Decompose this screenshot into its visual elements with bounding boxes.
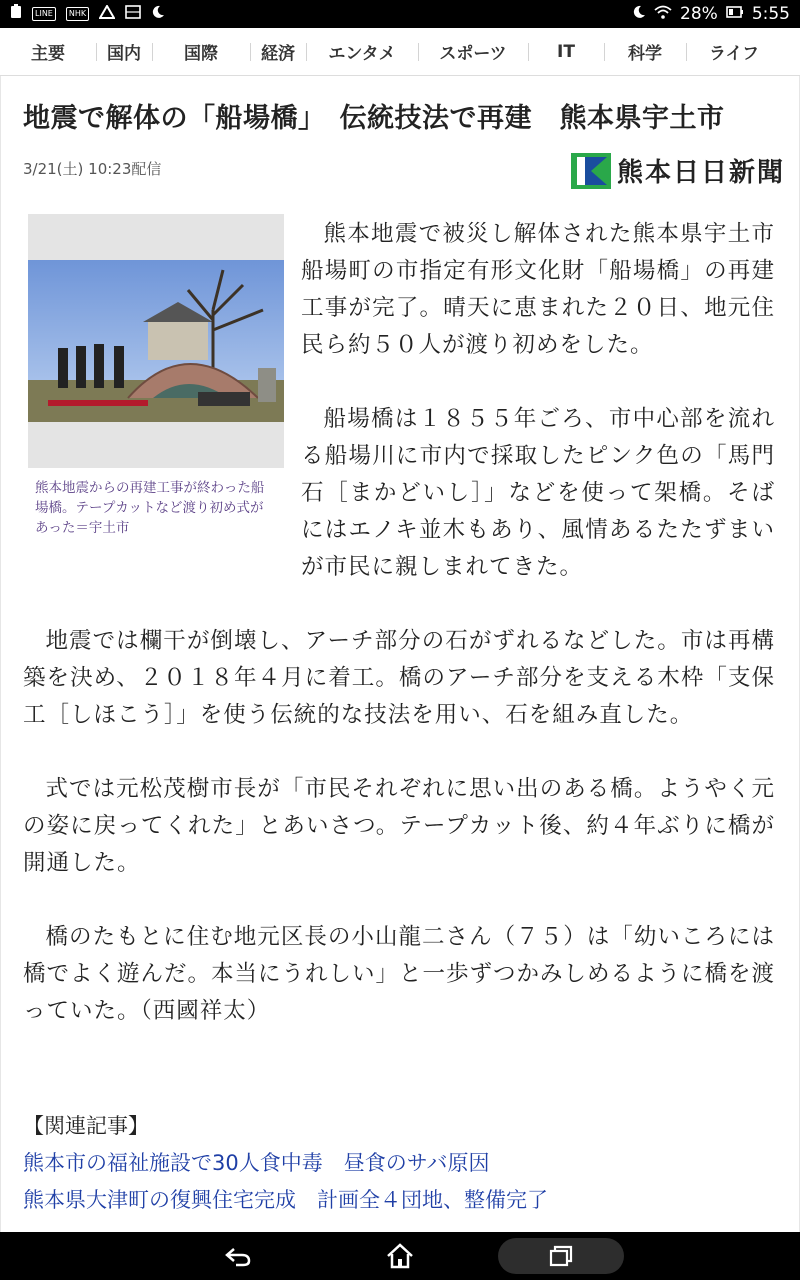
newspaper-logo-icon: [571, 153, 611, 189]
battery-percent: 28%: [680, 4, 718, 24]
tab-international[interactable]: 国際: [152, 28, 250, 76]
source-name: 熊本日日新聞: [617, 158, 786, 188]
article-paragraph: 熊本地震で被災し解体された熊本県宇土市船場町の市指定有形文化財「船場橋」の再建工事が完了。晴天に恵まれた２０日、地元住民ら約５０人が渡り初めをした。: [301, 221, 775, 358]
back-button[interactable]: [200, 1238, 276, 1274]
gallery-icon: [125, 5, 141, 23]
tab-domestic[interactable]: 国内: [96, 28, 152, 76]
tab-entertainment[interactable]: エンタメ: [306, 28, 418, 76]
status-bar-left-icons: [10, 4, 165, 24]
back-icon: [224, 1245, 252, 1267]
article-paragraph: 式では元松茂樹市長が「市民それぞれに思い出のある橋。ようやく元の姿に戻ってくれた」とあいさつ。テープカット後、約４年ぶりに橋が開通した。: [23, 776, 775, 876]
moon-icon: [632, 5, 646, 23]
recent-apps-icon: [548, 1244, 574, 1268]
notification-icon: [10, 4, 22, 24]
moon-icon: [151, 5, 165, 23]
triangle-icon: [99, 5, 115, 23]
article-body: [23, 216, 775, 1067]
article-date: 3/21(土) 10:23配信: [23, 160, 162, 178]
related-title: 【関連記事】: [23, 1114, 149, 1138]
related-link[interactable]: 熊本県大津町の復興住宅完成 計画全４団地、整備完了: [23, 1188, 548, 1212]
battery-icon: [726, 5, 744, 23]
tab-sports[interactable]: スポーツ: [418, 28, 528, 76]
tab-economy[interactable]: 経済: [250, 28, 306, 76]
source-logo[interactable]: [571, 152, 785, 189]
wifi-icon: [654, 5, 672, 23]
related-articles: [23, 1108, 783, 1219]
tab-main[interactable]: 主要: [31, 44, 65, 64]
line-icon: LINE: [32, 7, 56, 21]
article-title: 地震で解体の「船場橋」 伝統技法で再建 熊本県宇土市: [23, 103, 725, 134]
tab-science[interactable]: 科学: [604, 28, 686, 76]
status-bar-right: [632, 4, 790, 24]
article-paragraph: 橋のたもとに住む地元区長の小山龍二さん（７５）は「幼いころには橋でよく遊んだ。本当にうれしい」と一歩ずつかみしめるように橋を渡っていた。（西國祥太）: [23, 924, 776, 1024]
tab-it[interactable]: IT: [528, 28, 604, 76]
tab-life[interactable]: ライフ: [686, 28, 782, 76]
home-icon: [386, 1243, 414, 1269]
category-tabs: [0, 28, 800, 76]
article-paragraph: 船場橋は１８５５年ごろ、市中心部を流れる船場川に市内で採取したピンク色の「馬門石［まかどいし］」などを使って架橋。そばにはエノキ並木もあり、風情あるたたずまいが市民に親しまれてきた。: [301, 406, 775, 580]
status-bar: [0, 0, 800, 28]
photo-caption: 熊本地震からの再建工事が終わった船場橋。テープカットなど渡り初め式があった＝宇土市: [35, 480, 265, 536]
recent-apps-button[interactable]: [498, 1238, 624, 1274]
home-button[interactable]: [362, 1238, 438, 1274]
article: [0, 76, 800, 1232]
clock: 5:55: [751, 4, 790, 24]
article-paragraph: 地震では欄干が倒壊し、アーチ部分の石がずれるなどした。市は再構築を決め、２０１８年４月に着工。橋のアーチ部分を支える木枠「支保工［しほこう］」を使う伝統的な技法を用い、石を組み直した。: [23, 628, 775, 728]
nhk-icon: NHK: [66, 7, 89, 21]
related-link[interactable]: 熊本市の福祉施設で30人食中毒 昼食のサバ原因: [23, 1151, 490, 1175]
figure-spacer: [23, 216, 301, 578]
navigation-bar: [0, 1232, 800, 1280]
